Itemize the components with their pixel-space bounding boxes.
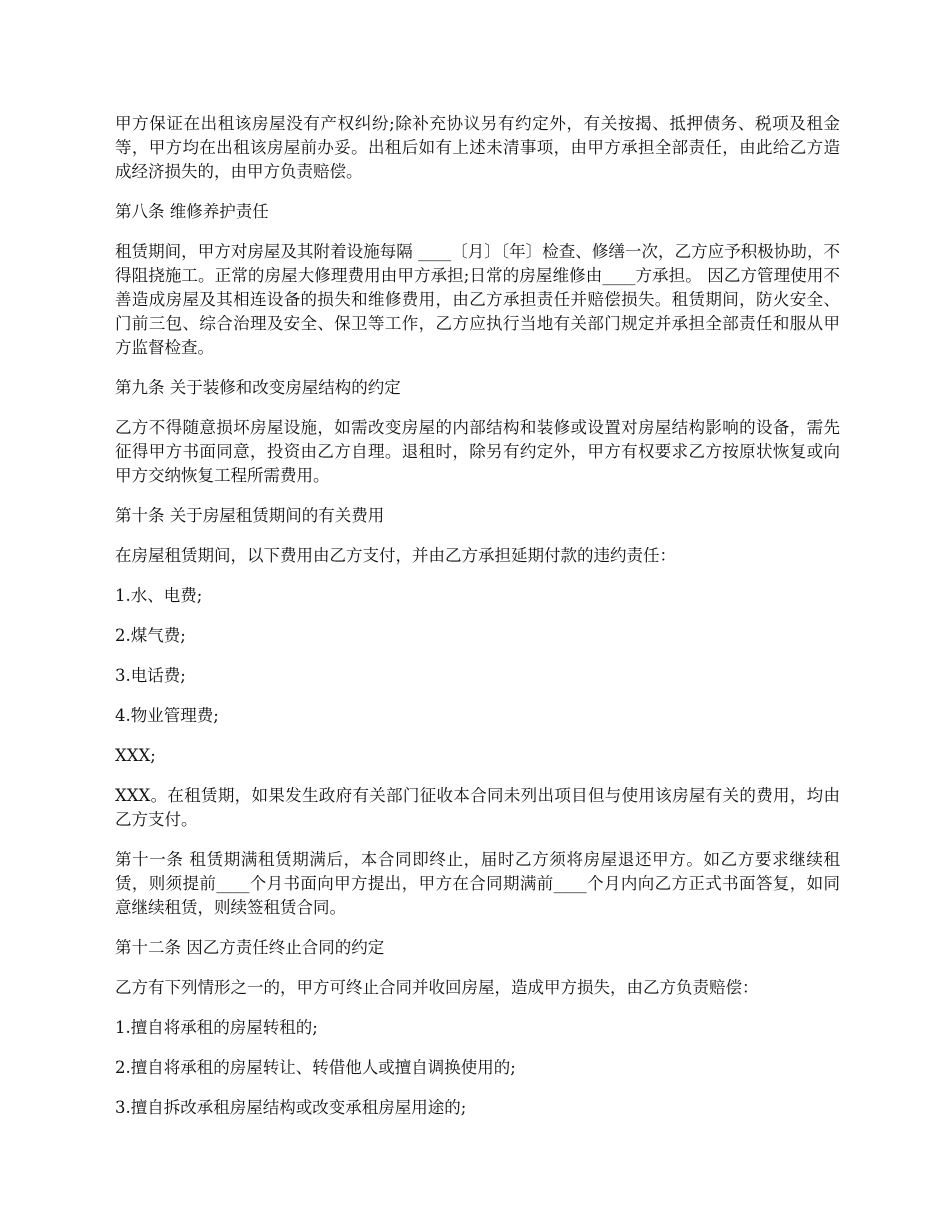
paragraph-maintenance: 租赁期间，甲方对房屋及其附着设施每隔 ____〔月〕〔年〕检查、修缮一次，乙方应予积极协助，不得阻挠施工。正常的房屋大修理费用由甲方承担;日常的房屋维修由____方承担。 因乙方管理使用不善造成房屋及其相连设备的损失和维修费用，由乙方承担责任并赔偿损失。租赁期间，防火安全、门前三包、综合治理及安全、保卫等工作，乙方应执行当地有关部门规定并承担全部责任和服从甲方监督检查。 xyxy=(115,242,840,357)
paragraph-warranty: 甲方保证在出租该房屋没有产权纠纷;除补充协议另有约定外，有关按揭、抵押债务、税项及租金等，甲方均在出租该房屋前办妥。出租后如有上述未清事项，由甲方承担全部责任，由此给乙方造成经济损失的，由甲方负责赔偿。 xyxy=(115,114,840,181)
heading-article-8: 第八条 维修养护责任 xyxy=(115,202,269,221)
paragraph-article-11: 第十一条 租赁期满租赁期满后，本合同即终止，届时乙方须将房屋退还甲方。如乙方要求继续租赁，则须提前____个月书面向甲方提出，甲方在合同期满前____个月内向乙方正式书面答复，如同意继续租赁，则续签租赁合同。 xyxy=(115,850,840,917)
list-item-fee-3: 3.电话费; xyxy=(115,666,186,685)
paragraph-termination-intro: 乙方有下列情形之一的，甲方可终止合同并收回房屋，造成甲方损失，由乙方负责赔偿： xyxy=(115,978,759,997)
paragraph-fees-intro: 在房屋租赁期间，以下费用由乙方支付，并由乙方承担延期付款的违约责任： xyxy=(115,546,676,565)
heading-article-12: 第十二条 因乙方责任终止合同的约定 xyxy=(115,938,385,957)
heading-article-9: 第九条 关于装修和改变房屋结构的约定 xyxy=(115,378,401,397)
list-item-termination-3: 3.擅自拆改承租房屋结构或改变承租房屋用途的; xyxy=(115,1098,467,1117)
list-item-fee-1: 1.水、电费; xyxy=(115,586,203,605)
paragraph-fees-other: XXX。在租赁期，如果发生政府有关部门征收本合同未列出项目但与使用该房屋有关的费用，均由乙方支付。 xyxy=(115,786,840,829)
list-item-fee-4: 4.物业管理费; xyxy=(115,706,219,725)
list-item-fee-2: 2.煤气费; xyxy=(115,626,186,645)
list-item-fee-5: XXX; xyxy=(115,746,156,765)
document-body xyxy=(115,112,840,1136)
list-item-termination-1: 1.擅自将承租的房屋转租的; xyxy=(115,1018,318,1037)
heading-article-10: 第十条 关于房屋租赁期间的有关费用 xyxy=(115,506,385,525)
list-item-termination-2: 2.擅自将承租的房屋转让、转借他人或擅自调换使用的; xyxy=(115,1058,516,1077)
paragraph-renovation: 乙方不得随意损坏房屋设施，如需改变房屋的内部结构和装修或设置对房屋结构影响的设备，需先征得甲方书面同意，投资由乙方自理。退租时，除另有约定外，甲方有权要求乙方按原状恢复或向甲方交纳恢复工程所需费用。 xyxy=(115,418,840,485)
